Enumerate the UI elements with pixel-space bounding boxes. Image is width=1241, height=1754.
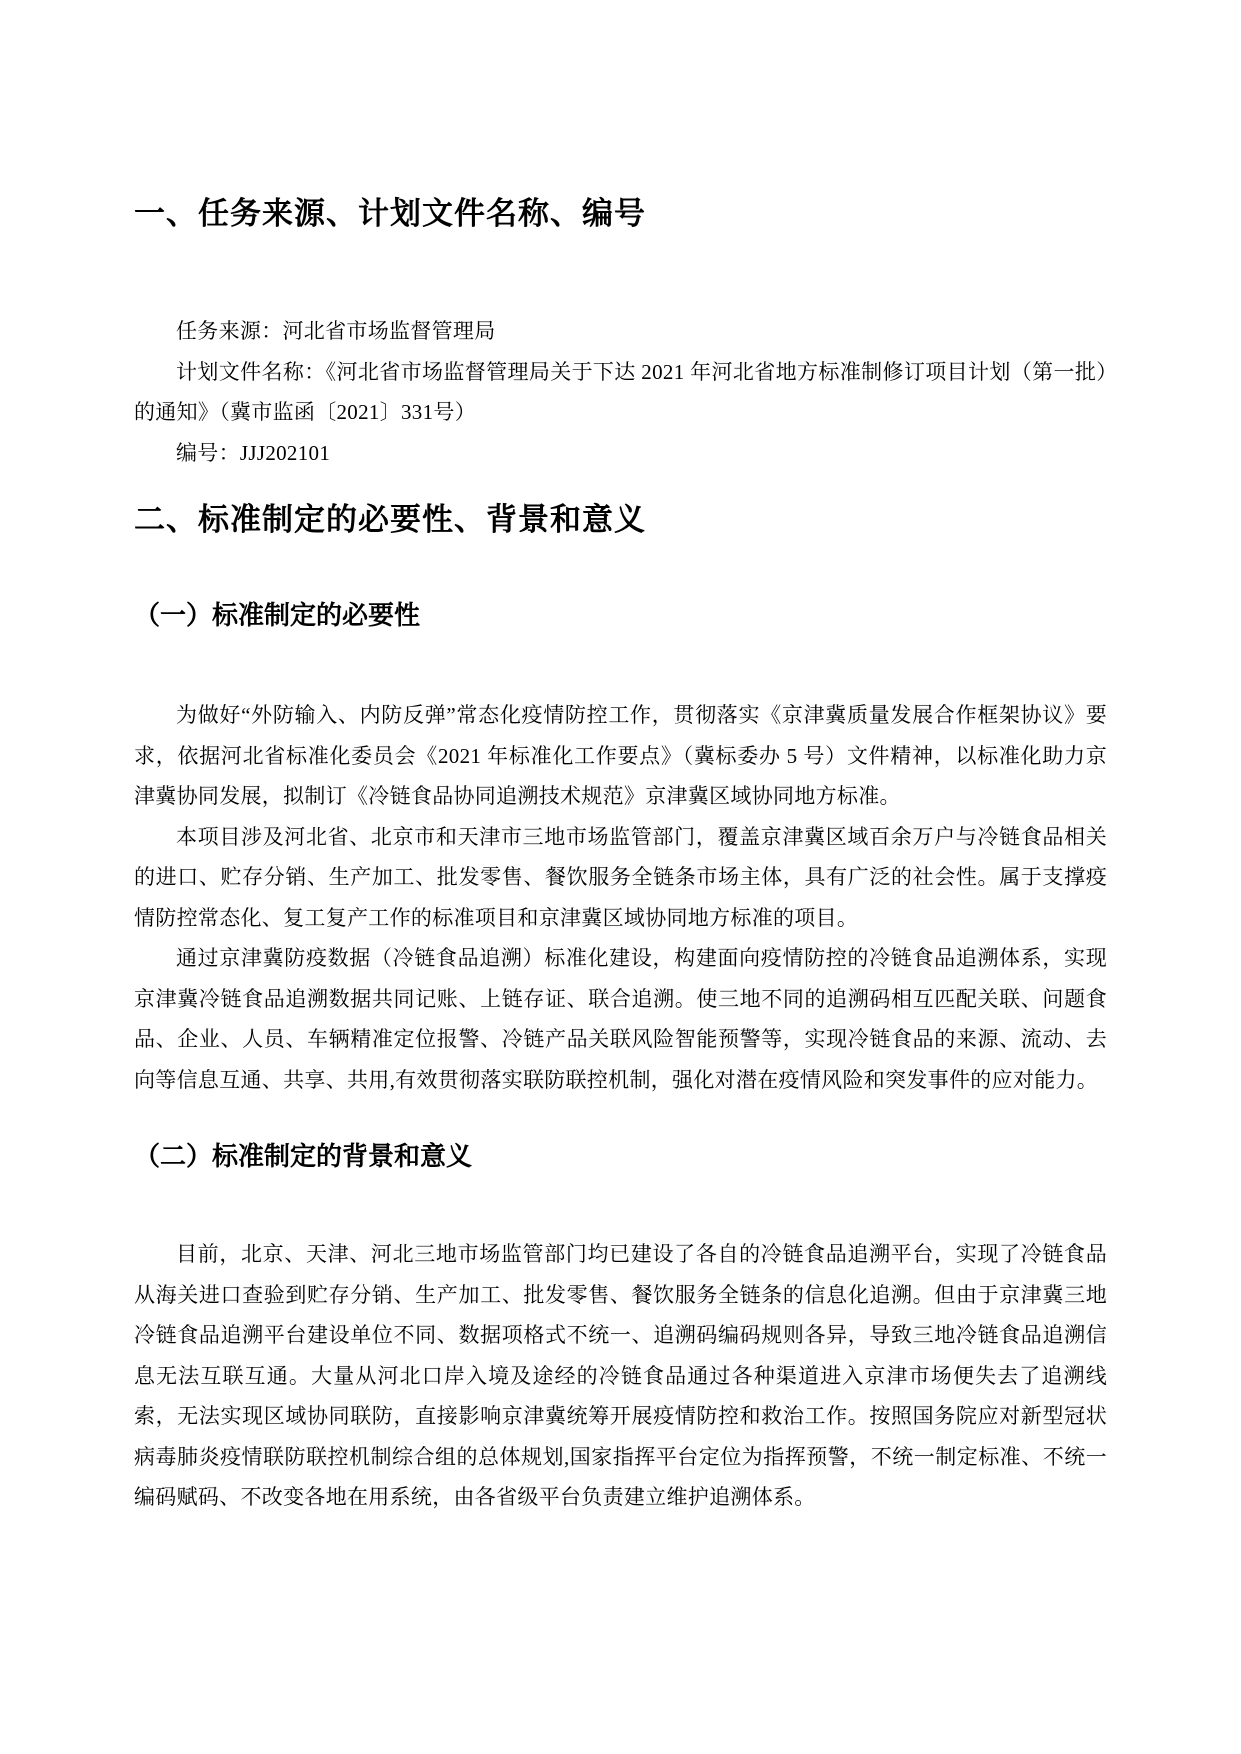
necessity-paragraph-1: 为做好“外防输入、内防反弹”常态化疫情防控工作，贯彻落实《京津冀质量发展合作框架协议》要求，依据河北省标准化委员会《2021 年标准化工作要点》（冀标委办 5 号）文件精神，以标准化助力京津冀协同发展，拟制订《冷链食品协同追溯技术规范》京津冀区域协同地方标准。 — [134, 703, 1107, 808]
section-1-heading: 一、任务来源、计划文件名称、编号 — [134, 196, 646, 231]
subsection-necessity-heading: （一）标准制定的必要性 — [134, 600, 421, 630]
project-number-paragraph: 编号：JJJ202101 — [176, 440, 331, 465]
subsection-necessity-body — [134, 695, 1107, 1100]
section-1-body — [134, 311, 1107, 473]
task-source-paragraph: 任务来源：河北省市场监督管理局 — [176, 319, 496, 343]
background-paragraph-1: 目前，北京、天津、河北三地市场监管部门均已建设了各自的冷链食品追溯平台，实现了冷链食品从海关进口查验到贮存分销、生产加工、批发零售、餐饮服务全链条的信息化追溯。但由于京津冀三地冷链食品追溯平台建设单位不同、数据项格式不统一、追溯码编码规则各异，导致三地冷链食品追溯信息无法互联互通。大量从河北口岸入境及途经的冷链食品通过各种渠道进入京津市场便失去了追溯线索，无法实现区域协同联防，直接影响京津冀统筹开展疫情防控和救治工作。按照国务院应对新型冠状病毒肺炎疫情联防联控机制综合组的总体规划,国家指挥平台定位为指挥预警，不统一制定标准、不统一编码赋码、不改变各地在用系统，由各省级平台负责建立维护追溯体系。 — [134, 1242, 1107, 1509]
necessity-paragraph-3: 通过京津冀防疫数据（冷链食品追溯）标准化建设，构建面向疫情防控的冷链食品追溯体系，实现京津冀冷链食品追溯数据共同记账、上链存证、联合追溯。使三地不同的追溯码相互匹配关联、问题食品、企业、人员、车辆精准定位报警、冷链产品关联风险智能预警等，实现冷链食品的来源、流动、去向等信息互通、共享、共用,有效贯彻落实联防联控机制，强化对潜在疫情风险和突发事件的应对能力。 — [134, 946, 1107, 1092]
necessity-paragraph-2: 本项目涉及河北省、北京市和天津市三地市场监管部门，覆盖京津冀区域百余万户与冷链食品相关的进口、贮存分销、生产加工、批发零售、餐饮服务全链条市场主体，具有广泛的社会性。属于支撑疫情防控常态化、复工复产工作的标准项目和京津冀区域协同地方标准的项目。 — [134, 824, 1107, 930]
subsection-background-body — [134, 1234, 1107, 1518]
subsection-background-heading: （二）标准制定的背景和意义 — [134, 1141, 473, 1171]
section-2-heading: 二、标准制定的必要性、背景和意义 — [134, 502, 646, 537]
plan-file-name-paragraph: 计划文件名称：《河北省市场监督管理局关于下达 2021 年河北省地方标准制修订项目计划（第一批）的通知》（冀市监函〔2021〕331号） — [134, 359, 1107, 424]
